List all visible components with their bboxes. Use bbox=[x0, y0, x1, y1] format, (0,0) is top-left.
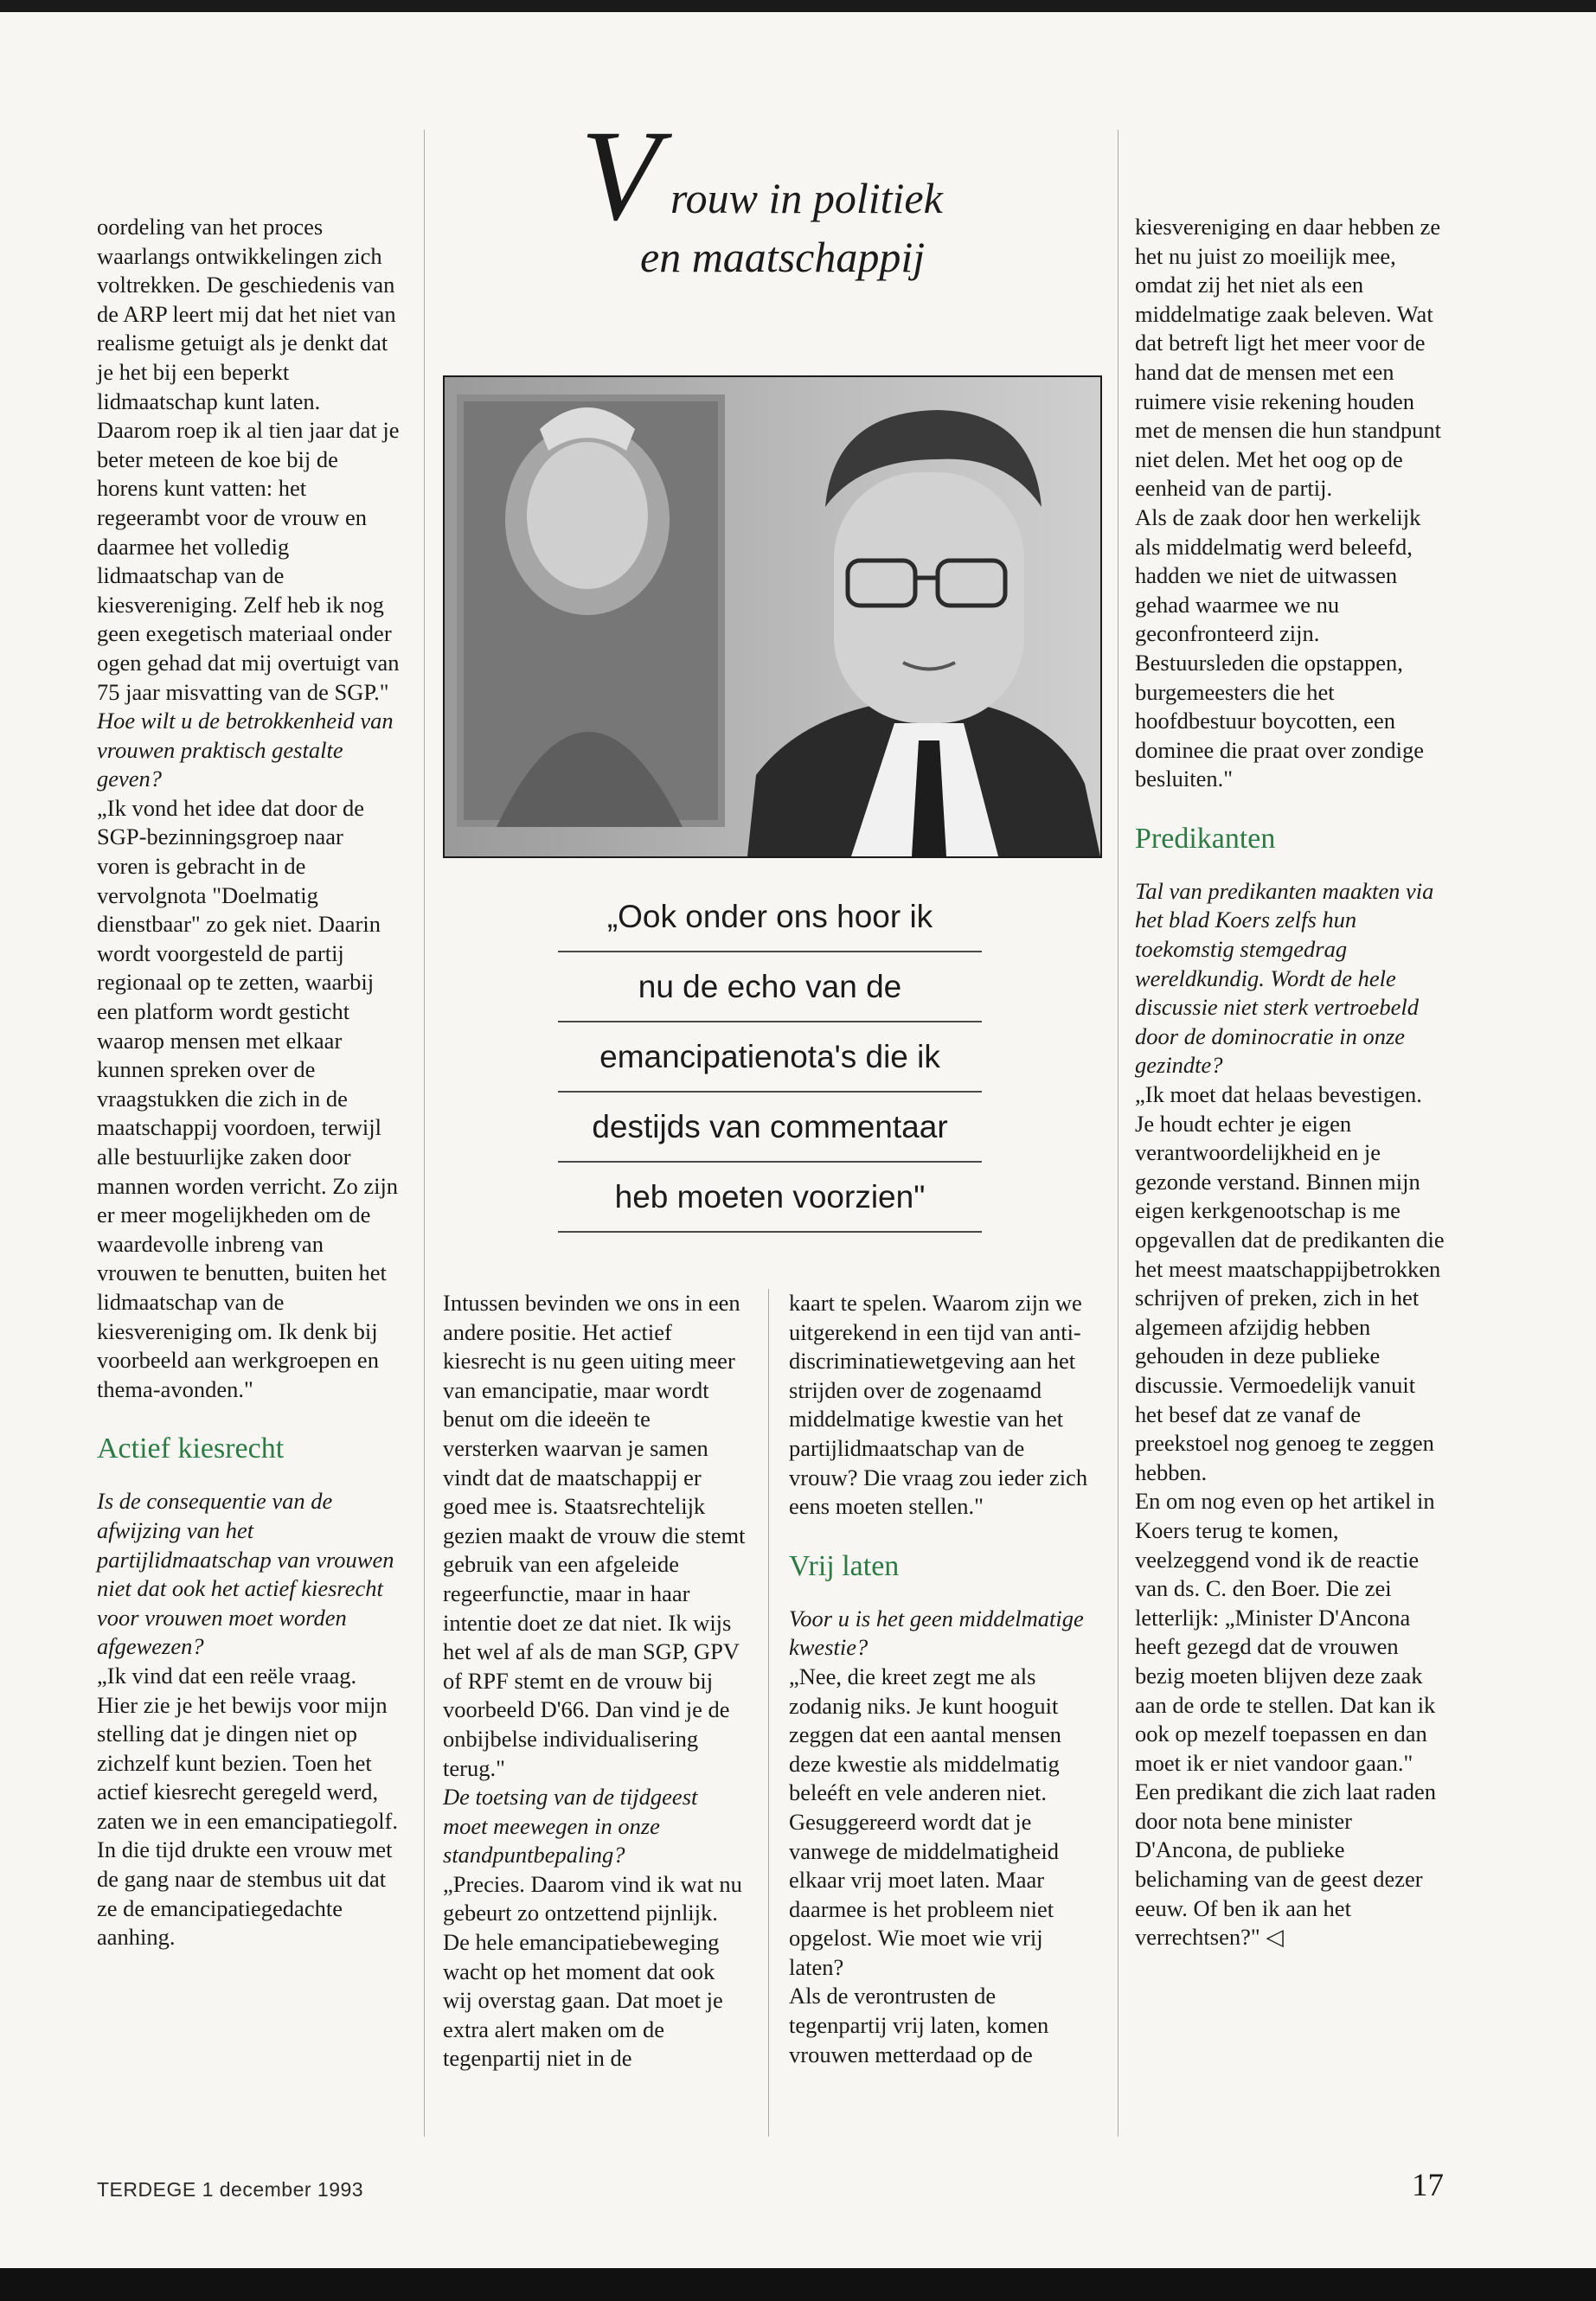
bottom-band bbox=[0, 2268, 1596, 2301]
pull-quote-line: nu de echo van de bbox=[558, 952, 982, 1022]
body-paragraph: „Ik vond het idee dat door de SGP-bezinningsgroep naar voren is gebracht in de vervolgnota "Doelmatig dienstbaar" zo gek niet. Daarin wordt voorgesteld de partij regionaal op te zetten, waarbij een platform wordt gesticht waarop mensen met elkaar kunnen spreken over de vraagstukken die zich in de maatschappij voordoen, terwijl alle bestuurlijke zaken door mannen worden verricht. Zo zijn er meer mogelijkheden om de waardevolle inbreng van vrouwen te benutten, buiten het lidmaatschap van de kiesvereniging om. Ik denk bij voorbeeld aan werkgroepen en thema-avonden." bbox=[97, 794, 399, 1402]
interview-question: Hoe wilt u de betrokkenheid van vrouwen praktisch gestalte geven? bbox=[97, 708, 394, 792]
pull-quote-line: destijds van commentaar bbox=[558, 1093, 982, 1163]
publication-footer: TERDEGE 1 december 1993 bbox=[97, 2178, 364, 2201]
title-line-1: rouw in politiek bbox=[670, 174, 943, 222]
top-rule bbox=[0, 0, 1596, 12]
portrait-photo-graphic bbox=[445, 377, 1100, 856]
column-2 bbox=[443, 1289, 746, 2073]
pull-quote-line: heb moeten voorzien" bbox=[558, 1163, 982, 1233]
body-paragraph: „Nee, die kreet zegt me als zodanig niks. Je kunt hooguit zeggen dat een aantal mensen deze kwestie als middelmatig beleéft en vele anderen niet. Gesuggereerd wordt dat je vanwege de middelmatigheid elkaar vrij moet laten. Maar daarmee is het probleem niet opgelost. Wie moet wie vrij laten? bbox=[789, 1663, 1061, 1980]
pull-quote-line: emancipatienota's die ik bbox=[558, 1022, 982, 1093]
column-4 bbox=[1135, 213, 1446, 1952]
body-paragraph: „Ik vind dat een reële vraag. Hier zie je het bewijs voor mijn stelling dat je dingen niet op zichzelf kunt bezien. Toen het actief kiesrecht geregeld werd, zaten we in een emancipatiegolf. In die tijd drukte een vrouw met de gang naar de stembus uit dat ze de emancipatiegedachte aanhing. bbox=[97, 1662, 399, 1951]
section-heading: Actief kiesrecht bbox=[97, 1433, 285, 1465]
body-paragraph: Als de verontrusten de tegenpartij vrij laten, komen vrouwen metterdaad op de bbox=[789, 1983, 1049, 2067]
body-paragraph: Intussen bevinden we ons in een andere positie. Het actief kiesrecht is nu geen uiting meer van emancipatie, maar wordt benut om die ideeën te versterken waarvan je samen vindt dat de maatschappij er goed mee is. Staatsrechtelijk gezien maakt de vrouw die stemt gebruik van een afgeleide regeerfunctie, maar in haar intentie doet ze dat niet. Ik wijs het wel af als de man SGP, GPV of RPF stemt en de vrouw bij voorbeeld D'66. Dan vind je de onbijbelse individualisering terug." bbox=[443, 1290, 746, 1781]
body-paragraph: En om nog even op het artikel in Koers terug te komen, veelzeggend vond ik de reactie van ds. C. den Boer. Die zei letterlijk: „Minister D'Ancona heeft gezegd dat de vrouwen bezig moeten blijven deze zaak aan de orde te stellen. Dat kan ik ook op mezelf toepassen en dan moet ik er niet vandoor gaan." Een predikant die zich laat raden door nota bene minister D'Ancona, de publieke belichaming van de geest dezer eeuw. Of ben ik aan het verrechtsen?" ◁ bbox=[1135, 1488, 1437, 1951]
body-paragraph: kaart te spelen. Waarom zijn we uitgerekend in een tijd van anti-discriminatiewetgeving aan het strijden over de zogenaamd middelmatige kwestie van het partijlidmaatschap van de vrouw? Die vraag zou ieder zich eens moeten stellen." bbox=[789, 1290, 1088, 1520]
section-heading: Vrij laten bbox=[789, 1549, 900, 1582]
interview-question: Is de consequentie van de afwijzing van het partijlidmaatschap van vrouwen niet dat ook het actief kiesrecht voor vrouwen moet worden afgewezen? bbox=[97, 1488, 394, 1660]
article-title bbox=[567, 104, 973, 311]
column-divider bbox=[768, 1289, 769, 2137]
interview-question: De toetsing van de tijdgeest moet meewegen in onze standpuntbepaling? bbox=[443, 1784, 698, 1868]
section-heading: Predikanten bbox=[1135, 822, 1276, 855]
body-paragraph: „Precies. Daarom vind ik wat nu gebeurt zo ontzettend pijnlijk. De hele emancipatiebeweging wacht op het moment dat ook wij overstag gaan. Dat moet je extra alert maken om de tegenpartij niet in de bbox=[443, 1870, 742, 2072]
body-paragraph: kiesvereniging en daar hebben ze het nu juist zo moeilijk mee, omdat zij het niet als een middelmatige zaak beleven. Wat dat betreft ligt het meer voor de hand dat de mensen met een ruimere visie rekening houden met de mensen die hun standpunt niet delen. Met het oog op de eenheid van de partij. bbox=[1135, 214, 1441, 502]
title-line-2: en maatschappij bbox=[640, 233, 926, 281]
column-divider bbox=[424, 130, 425, 2137]
pull-quote bbox=[558, 882, 982, 1233]
body-paragraph: Als de zaak door hen werkelijk als middelmatig werd beleefd, hadden we niet de uitwassen gehad waarmee we nu geconfronteerd zijn. Bestuursleden die opstappen, burgemeesters die het hoofdbestuur boycotten, een dominee die praat over zondige besluiten." bbox=[1135, 503, 1425, 792]
page-number: 17 bbox=[1412, 2168, 1444, 2203]
body-paragraph: oordeling van het proces waarlangs ontwikkelingen zich voltrekken. De geschiedenis van de ARP leert mij dat het niet van realisme getuigt als je denkt dat je het bij een beperkt lidmaatschap kunt laten. Daarom roep ik al tien jaar dat je beter meteen de koe bij de horens kunt vatten: het regeerambt voor de vrouw en daarmee het volledig lidmaatschap van de kiesvereniging. Zelf heb ik nog geen exegetisch materiaal onder ogen gehad dat mij overtuigt van 75 jaar misvatting van de SGP." bbox=[97, 214, 400, 705]
interview-question: Tal van predikanten maakten via het blad Koers zelfs hun toekomstig stemgedrag wereldkundig. Wordt de hele discussie niet sterk vertroebeld door de dominocratie in onze gezindte? bbox=[1135, 877, 1434, 1079]
body-paragraph: „Ik moet dat helaas bevestigen. Je houdt echter je eigen verantwoordelijkheid en je gezonde verstand. Binnen mijn eigen kerkgenootschap is me opgevallen dat de predikanten die het meest maatschappijbetrokken schrijven of preken, zich in het algemeen afzijdig hebben gehouden in deze publieke discussie. Vermoedelijk vanuit het besef dat ze vanaf de preekstoel nog genoeg te zeggen hebben. bbox=[1135, 1081, 1445, 1485]
interview-question: Voor u is het geen middelmatige kwestie? bbox=[789, 1605, 1084, 1661]
column-1 bbox=[97, 213, 400, 1952]
column-3 bbox=[789, 1289, 1092, 2069]
portrait-photo bbox=[443, 375, 1102, 858]
title-initial: V bbox=[580, 104, 660, 247]
pull-quote-line: „Ook onder ons hoor ik bbox=[558, 882, 982, 952]
